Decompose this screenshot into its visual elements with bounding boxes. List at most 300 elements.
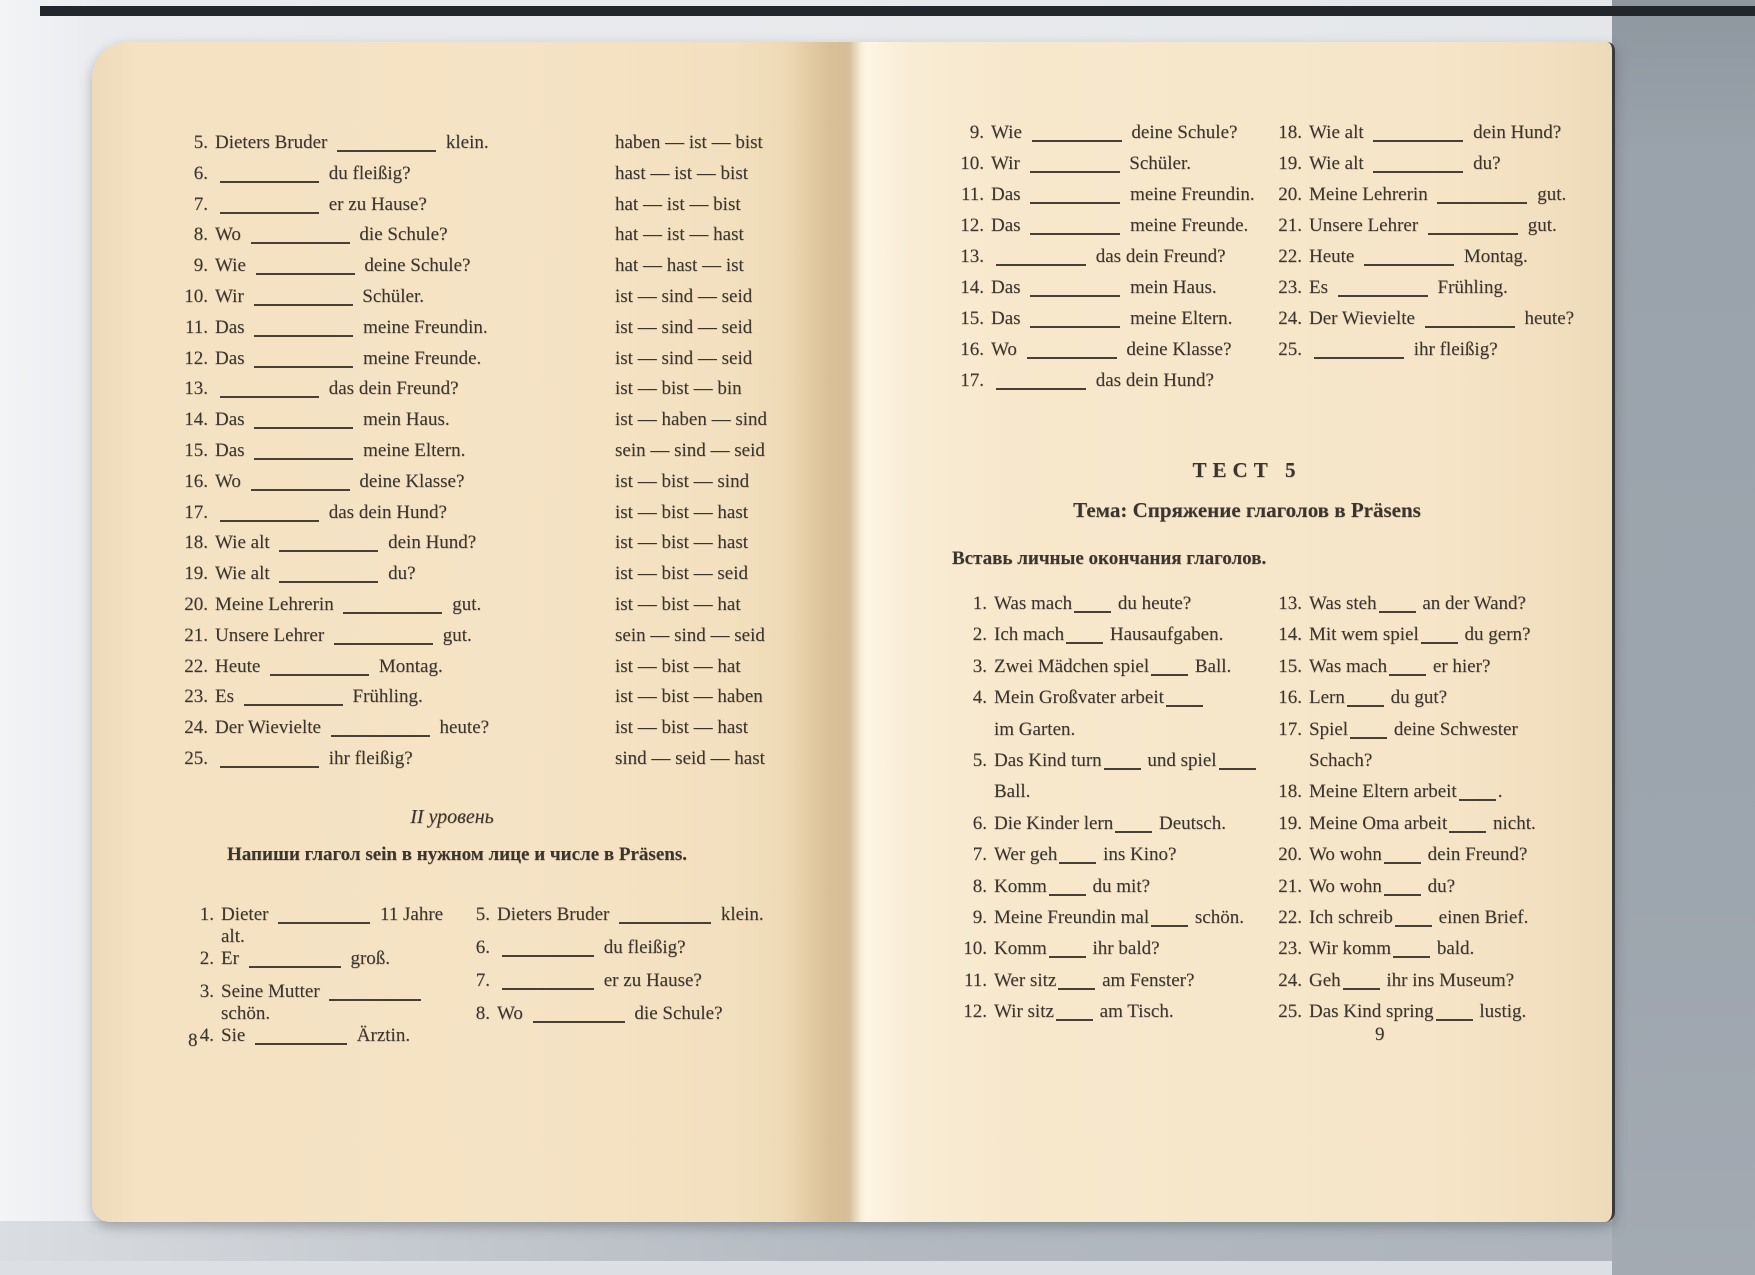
- exercise-item: [952, 339, 1270, 370]
- exercise-sentence: ihr fleißig?: [215, 748, 613, 770]
- item-number: 13.: [960, 246, 984, 267]
- exercise-item: [176, 502, 790, 533]
- exercise-item: [1270, 996, 1605, 1027]
- answer-blank: [1030, 231, 1120, 235]
- answer-blank: [254, 425, 353, 429]
- answer-blank: [1049, 954, 1086, 958]
- exercise-item: [176, 194, 790, 225]
- answer-blank: [278, 920, 370, 924]
- item-number: 2.: [199, 948, 214, 969]
- choice-exercise-continued: [952, 122, 1597, 401]
- book-pages: [92, 42, 1615, 1222]
- exercise-sentence: Unsere Lehrer gut.: [215, 624, 472, 646]
- answer-options: sein — sind — seid: [615, 439, 765, 461]
- answer-blank: [1115, 829, 1152, 833]
- item-number: 12.: [960, 215, 984, 236]
- item-number: 18.: [1278, 122, 1302, 143]
- answer-blank: [1449, 829, 1486, 833]
- answer-options: ist — sind — seid: [615, 347, 753, 369]
- level-2-heading: II уровень: [410, 806, 494, 828]
- exercise-sentence: Das Kind turn und spiel Ball.: [994, 745, 1270, 808]
- exercise-item: [176, 132, 790, 163]
- exercise-sentence: Zwei Mädchen spiel Ball.: [994, 655, 1232, 677]
- exercise-item: [176, 440, 790, 471]
- exercise-sentence: Wie alt du?: [1309, 153, 1501, 174]
- exercise-item: [1270, 588, 1605, 619]
- answer-blank: [337, 148, 436, 152]
- item-number: 2.: [972, 624, 987, 646]
- item-number: 5.: [193, 132, 208, 153]
- page-left: [92, 42, 807, 1222]
- exercise-item: [1270, 246, 1597, 277]
- answer-blank: [1373, 138, 1463, 142]
- exercise-item: [955, 996, 1270, 1027]
- item-number: 23.: [1278, 277, 1302, 298]
- exercise-sentence: Wir Schüler.: [215, 285, 425, 307]
- item-number: 11.: [184, 316, 208, 338]
- exercise-sentence: Mein Großvater arbeit im Garten.: [994, 682, 1270, 745]
- item-number: 12.: [184, 347, 208, 369]
- item-number: 17.: [960, 370, 984, 391]
- exercise-item: [1270, 651, 1605, 682]
- test-5-instruction: Вставь личные окончания глаголов.: [952, 548, 1267, 569]
- answer-blank: [1104, 766, 1141, 770]
- answer-blank: [502, 986, 594, 990]
- exercise-sentence: Das meine Eltern.: [991, 308, 1233, 329]
- exercise-sentence: er zu Hause?: [215, 194, 613, 216]
- item-number: 3.: [972, 655, 987, 677]
- exercise-item: [176, 656, 790, 687]
- item-number: 5.: [475, 904, 490, 925]
- answer-blank: [1421, 640, 1458, 644]
- answer-blank: [256, 271, 355, 275]
- answer-blank: [329, 997, 421, 1001]
- answer-blank: [1314, 355, 1404, 359]
- answer-blank: [1350, 735, 1387, 739]
- answer-blank: [1384, 892, 1421, 896]
- exercise-sentence: Wie alt dein Hund?: [215, 532, 477, 554]
- exercise-sentence: Wer geh ins Kino?: [994, 844, 1177, 866]
- item-number: 5.: [972, 750, 987, 772]
- exercise-item: [955, 965, 1270, 996]
- answer-blank: [1166, 703, 1203, 707]
- item-number: 9.: [969, 122, 984, 143]
- item-number: 14.: [960, 277, 984, 298]
- item-number: 3.: [199, 981, 214, 1002]
- exercise-sentence: Sie Ärztin.: [221, 1025, 411, 1046]
- item-number: 7.: [475, 970, 490, 991]
- answer-blank: [220, 518, 319, 522]
- exercise-sentence: Wie alt dein Hund?: [1309, 122, 1562, 143]
- answer-options: hat — hast — ist: [615, 255, 744, 277]
- exercise-item: [176, 317, 790, 348]
- answer-blank: [1425, 324, 1515, 328]
- item-number: 7.: [193, 193, 208, 215]
- answer-blank: [270, 672, 369, 676]
- exercise-sentence: Der Wievielte heute?: [215, 717, 490, 739]
- answer-options: hat — ist — bist: [615, 193, 741, 215]
- answer-blank: [1058, 986, 1095, 990]
- exercise-sentence: Geh ihr ins Museum?: [1309, 969, 1515, 991]
- answer-blank: [255, 1041, 347, 1045]
- exercise-item: [955, 588, 1270, 619]
- exercise-sentence: Dieter 11 Jahre alt.: [221, 904, 444, 947]
- answer-blank: [251, 240, 350, 244]
- exercise-sentence: Der Wievielte heute?: [1309, 308, 1575, 329]
- answer-blank: [1151, 923, 1188, 927]
- answer-blank: [254, 302, 353, 306]
- exercise-item: [182, 904, 458, 948]
- item-number: 16.: [1278, 687, 1302, 709]
- level-2-exercise: [182, 904, 802, 1058]
- item-number: 15.: [184, 439, 208, 461]
- exercise-sentence: das dein Freund?: [215, 378, 613, 400]
- page-number-left: 8: [188, 1030, 198, 1051]
- exercise-item: [176, 224, 790, 255]
- answer-blank: [1030, 293, 1120, 297]
- item-number: 23.: [1278, 938, 1302, 960]
- exercise-sentence: das dein Hund?: [991, 370, 1270, 392]
- exercise-sentence: Lern du gut?: [1309, 687, 1448, 709]
- item-number: 24.: [1278, 969, 1302, 991]
- exercise-item: [955, 933, 1270, 964]
- item-number: 15.: [960, 308, 984, 329]
- exercise-sentence: Heute Montag.: [215, 655, 443, 677]
- answer-options: sein — sind — seid: [615, 624, 765, 646]
- exercise-sentence: Wie deine Schule?: [215, 255, 471, 277]
- exercise-item: [176, 686, 790, 717]
- item-number: 4.: [972, 687, 987, 709]
- item-number: 25.: [1278, 339, 1302, 360]
- exercise-item: [458, 1003, 802, 1036]
- exercise-sentence: Wo deine Klasse?: [991, 339, 1232, 360]
- item-number: 24.: [1278, 308, 1302, 329]
- exercise-item: [1270, 277, 1597, 308]
- exercise-sentence: Es Frühling.: [215, 686, 423, 708]
- item-number: 22.: [1278, 246, 1302, 267]
- item-number: 9.: [193, 255, 208, 277]
- exercise-sentence: Das mein Haus.: [991, 277, 1217, 298]
- exercise-item: [955, 808, 1270, 839]
- exercise-item: [1270, 808, 1605, 839]
- exercise-sentence: Wir sitz am Tisch.: [994, 1001, 1174, 1023]
- exercise-item: [176, 163, 790, 194]
- item-number: 6.: [475, 937, 490, 958]
- answer-blank: [1338, 293, 1428, 297]
- item-number: 10.: [184, 285, 208, 307]
- answer-options: ist — bist — sind: [615, 470, 750, 492]
- exercise-item: [1270, 933, 1605, 964]
- exercise-item: [458, 904, 802, 937]
- answer-options: ist — bist — seid: [615, 563, 749, 585]
- exercise-item: [1270, 308, 1597, 339]
- exercise-sentence: Was mach du heute?: [994, 593, 1192, 614]
- exercise-sentence: Seine Mutter schön.: [221, 981, 458, 1025]
- answer-blank: [254, 456, 353, 460]
- test-5-theme: Тема: Спряжение глаголов в Präsens: [1073, 498, 1421, 522]
- test-5-title: ТЕСТ 5: [1192, 458, 1302, 482]
- item-number: 22.: [1278, 907, 1302, 929]
- exercise-sentence: Dieters Bruder klein.: [497, 904, 764, 925]
- item-number: 6.: [193, 162, 208, 184]
- answer-blank: [996, 386, 1086, 390]
- exercise-item: [176, 286, 790, 317]
- item-number: 19.: [184, 563, 208, 585]
- exercise-sentence: Wo wohn dein Freund?: [1309, 844, 1528, 866]
- answer-blank: [220, 394, 319, 398]
- exercise-item: [952, 277, 1270, 308]
- answer-blank: [279, 548, 378, 552]
- answer-blank: [1030, 200, 1120, 204]
- exercise-sentence: Er groß.: [221, 948, 391, 969]
- continued-column-right: [1270, 122, 1597, 401]
- item-number: 11.: [960, 184, 984, 205]
- endings-column-right: [1270, 588, 1605, 1028]
- exercise-sentence: Unsere Lehrer gut.: [1309, 215, 1557, 236]
- exercise-sentence: Dieters Bruder klein.: [215, 132, 489, 153]
- item-number: 16.: [960, 339, 984, 360]
- exercise-item: [955, 619, 1270, 650]
- exercise-sentence: ihr fleißig?: [1309, 339, 1597, 361]
- exercise-sentence: Ich schreib einen Brief.: [1309, 907, 1529, 929]
- exercise-item: [952, 308, 1270, 339]
- answer-blank: [1059, 860, 1096, 864]
- answer-options: ist — bist — hast: [615, 532, 749, 554]
- item-number: 22.: [184, 655, 208, 677]
- answer-blank: [1428, 231, 1518, 235]
- answer-blank: [1436, 1017, 1473, 1021]
- exercise-sentence: Das Kind spring lustig.: [1309, 1001, 1527, 1023]
- exercise-sentence: du fleißig?: [497, 937, 802, 959]
- item-number: 1.: [199, 904, 214, 925]
- exercise-item: [176, 717, 790, 748]
- exercise-item: [176, 748, 790, 779]
- item-number: 12.: [963, 1001, 987, 1023]
- item-number: 24.: [184, 717, 208, 739]
- exercise-sentence: Meine Oma arbeit nicht.: [1309, 812, 1536, 834]
- exercise-item: [176, 625, 790, 656]
- exercise-item: [176, 378, 790, 409]
- exercise-sentence: du fleißig?: [215, 163, 613, 185]
- exercise-sentence: Das meine Freundin.: [991, 184, 1255, 205]
- level-2-instruction: Напиши глагол sein в нужном лице и числе в Präsens.: [227, 844, 687, 865]
- answer-options: ist — bist — hast: [615, 501, 749, 523]
- exercise-sentence: Das meine Freundin.: [215, 316, 488, 338]
- exercise-sentence: Meine Lehrerin gut.: [1309, 184, 1567, 205]
- item-number: 6.: [972, 812, 987, 834]
- answer-blank: [1030, 324, 1120, 328]
- answer-blank: [244, 702, 343, 706]
- scanner-background-bottom-edge: [0, 1261, 1612, 1275]
- answer-blank: [249, 964, 341, 968]
- level-2-column-right: [458, 904, 802, 1058]
- item-number: 8.: [193, 224, 208, 246]
- item-number: 4.: [199, 1025, 214, 1046]
- answer-options: ist — sind — seid: [615, 285, 753, 307]
- exercise-item: [952, 122, 1270, 153]
- answer-blank: [1066, 640, 1103, 644]
- answer-blank: [619, 920, 711, 924]
- item-number: 21.: [1278, 215, 1302, 236]
- exercise-item: [1270, 153, 1597, 184]
- item-number: 19.: [1278, 812, 1302, 834]
- answer-options: ist — sind — seid: [615, 316, 753, 338]
- exercise-sentence: das dein Freund?: [991, 246, 1270, 268]
- item-number: 21.: [184, 624, 208, 646]
- exercise-item: [1270, 714, 1605, 777]
- page-number-right: 9: [1375, 1024, 1385, 1045]
- answer-blank: [533, 1019, 625, 1023]
- item-number: 18.: [1278, 781, 1302, 803]
- exercise-sentence: Komm du mit?: [994, 875, 1151, 897]
- answer-blank: [1384, 860, 1421, 864]
- exercise-sentence: Das meine Freunde.: [991, 215, 1249, 236]
- exercise-item: [182, 948, 458, 981]
- exercise-item: [176, 409, 790, 440]
- exercise-item: [955, 902, 1270, 933]
- exercise-item: [1270, 215, 1597, 246]
- exercise-sentence: Heute Montag.: [1309, 246, 1528, 267]
- item-number: 10.: [960, 153, 984, 174]
- item-number: 19.: [1278, 153, 1302, 174]
- item-number: 20.: [184, 593, 208, 615]
- exercise-item: [1270, 122, 1597, 153]
- answer-blank: [1049, 892, 1086, 896]
- answer-blank: [1032, 138, 1122, 142]
- exercise-item: [182, 1025, 458, 1058]
- answer-blank: [220, 764, 319, 768]
- item-number: 16.: [184, 470, 208, 492]
- answer-blank: [334, 641, 433, 645]
- item-number: 10.: [963, 938, 987, 960]
- exercise-item: [1270, 682, 1605, 713]
- exercise-sentence: Wer sitz am Fenster?: [994, 969, 1195, 991]
- exercise-item: [955, 839, 1270, 870]
- answer-options: ist — bist — haben: [615, 686, 763, 708]
- answer-blank: [251, 487, 350, 491]
- answer-options: hast — ist — bist: [615, 162, 749, 184]
- exercise-sentence: Wie alt du?: [215, 563, 416, 585]
- answer-blank: [1219, 766, 1256, 770]
- answer-blank: [1364, 262, 1454, 266]
- exercise-item: [176, 348, 790, 379]
- answer-blank: [996, 262, 1086, 266]
- scanner-background-bottom: [0, 1221, 1612, 1263]
- exercise-item: [458, 970, 802, 1003]
- answer-blank: [1437, 200, 1527, 204]
- exercise-item: [955, 745, 1270, 808]
- item-number: 14.: [1278, 624, 1302, 646]
- exercise-item: [182, 981, 458, 1025]
- exercise-item: [955, 682, 1270, 745]
- exercise-sentence: Spiel deine Schwester Schach?: [1309, 718, 1518, 772]
- item-number: 25.: [184, 747, 208, 769]
- item-number: 11.: [963, 969, 987, 991]
- exercise-sentence: er zu Hause?: [497, 970, 802, 992]
- item-number: 18.: [184, 532, 208, 554]
- exercise-item: [952, 370, 1270, 401]
- answer-options: haben — ist — bist: [615, 132, 763, 153]
- exercise-sentence: Mit wem spiel du gern?: [1309, 624, 1531, 646]
- level-2-column-left: [182, 904, 458, 1058]
- item-number: 1.: [972, 593, 987, 614]
- exercise-sentence: Wo die Schule?: [215, 224, 448, 246]
- answer-blank: [254, 364, 353, 368]
- exercise-sentence: Meine Lehrerin gut.: [215, 593, 482, 615]
- exercise-item: [952, 246, 1270, 277]
- endings-column-left: [955, 588, 1270, 1028]
- answer-blank: [1395, 923, 1432, 927]
- answer-blank: [502, 953, 594, 957]
- item-number: 21.: [1278, 875, 1302, 897]
- item-number: 9.: [972, 907, 987, 929]
- exercise-item: [952, 153, 1270, 184]
- answer-options: ist — bist — hast: [615, 717, 749, 739]
- exercise-item: [1270, 965, 1605, 996]
- item-number: 13.: [184, 378, 208, 400]
- exercise-item: [1270, 339, 1597, 370]
- answer-blank: [1389, 672, 1426, 676]
- answer-options: ist — bist — bin: [615, 378, 742, 400]
- item-number: 20.: [1278, 844, 1302, 866]
- exercise-sentence: Ich mach Hausaufgaben.: [994, 624, 1224, 646]
- sein-haben-choice-exercise: [176, 132, 790, 779]
- exercise-item: [1270, 871, 1605, 902]
- exercise-sentence: Wir Schüler.: [991, 153, 1192, 174]
- exercise-item: [176, 563, 790, 594]
- exercise-sentence: Wo die Schule?: [497, 1003, 723, 1024]
- book-cover-top-edge: [40, 6, 1755, 16]
- answer-blank: [1459, 797, 1496, 801]
- exercise-item: [176, 471, 790, 502]
- item-number: 25.: [1278, 1001, 1302, 1023]
- answer-options: sind — seid — hast: [615, 747, 765, 769]
- exercise-item: [1270, 184, 1597, 215]
- answer-options: ist — haben — sind: [615, 409, 767, 431]
- exercise-sentence: Das meine Freunde.: [215, 347, 482, 369]
- exercise-sentence: Es Frühling.: [1309, 277, 1508, 298]
- continued-column-left: [952, 122, 1270, 401]
- exercise-sentence: Wo deine Klasse?: [215, 470, 465, 492]
- answer-blank: [1056, 1017, 1093, 1021]
- answer-blank: [1074, 609, 1111, 613]
- exercise-item: [176, 255, 790, 286]
- answer-blank: [1393, 954, 1430, 958]
- exercise-item: [1270, 902, 1605, 933]
- exercise-item: [955, 871, 1270, 902]
- exercise-item: [176, 594, 790, 625]
- exercise-sentence: Wie deine Schule?: [991, 122, 1238, 143]
- exercise-sentence: Wo wohn du?: [1309, 875, 1456, 897]
- exercise-sentence: Das meine Eltern.: [215, 439, 466, 461]
- item-number: 14.: [184, 409, 208, 431]
- exercise-item: [1270, 619, 1605, 650]
- answer-blank: [1343, 986, 1380, 990]
- answer-blank: [254, 333, 353, 337]
- item-number: 23.: [184, 686, 208, 708]
- answer-options: ist — bist — hat: [615, 655, 741, 677]
- page-right: [807, 42, 1612, 1222]
- answer-blank: [220, 210, 319, 214]
- answer-blank: [1027, 355, 1117, 359]
- item-number: 13.: [1278, 593, 1302, 614]
- answer-blank: [1347, 703, 1384, 707]
- exercise-sentence: Meine Eltern arbeit .: [1309, 781, 1503, 803]
- exercise-sentence: das dein Hund?: [215, 502, 613, 524]
- exercise-item: [952, 184, 1270, 215]
- scanner-background-right: [1612, 0, 1755, 1275]
- exercise-sentence: Wir komm bald.: [1309, 938, 1475, 960]
